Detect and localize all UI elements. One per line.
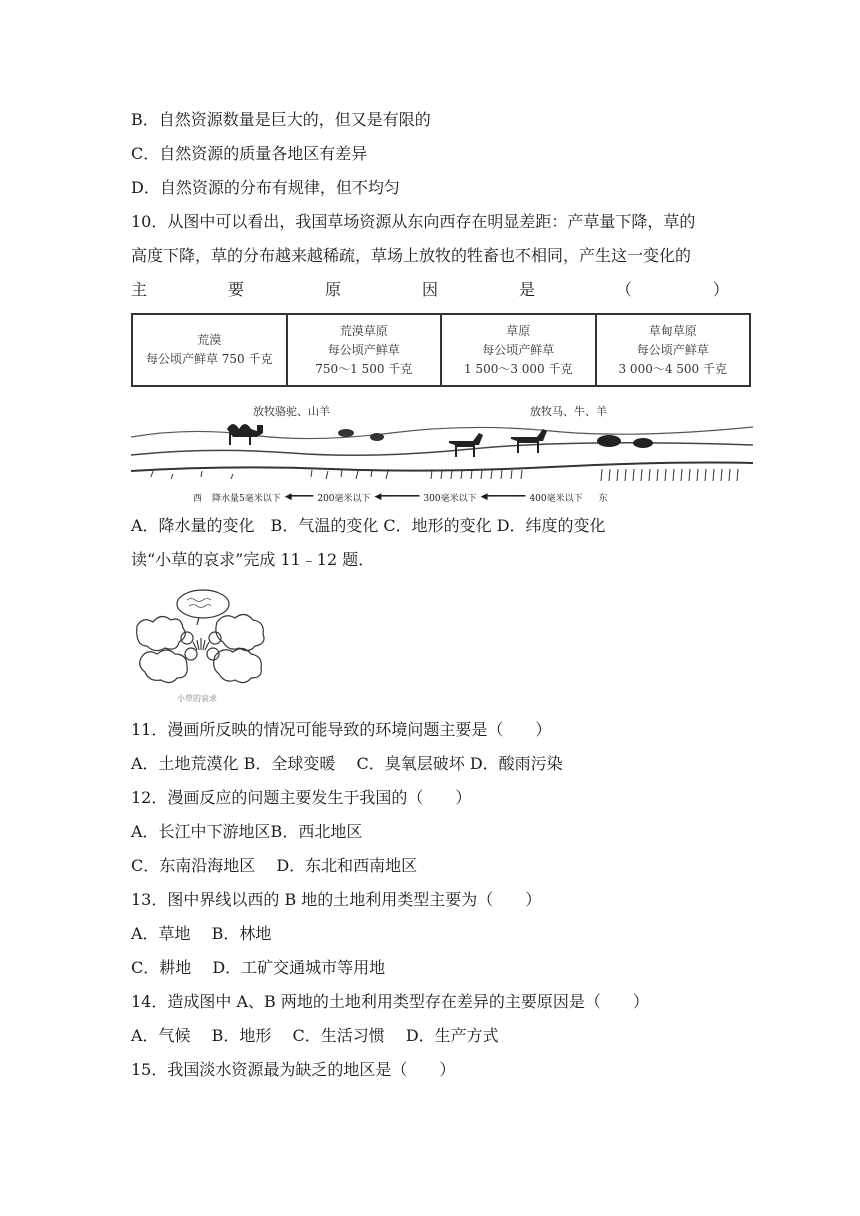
spread-char: 因 xyxy=(421,280,438,299)
question-12-options-1: A．长江中下游地区B．西北地区 xyxy=(131,822,363,841)
grassland-table xyxy=(131,313,751,387)
cell-yield: 每公顷产鲜草 xyxy=(482,342,555,357)
grass-plea-cartoon xyxy=(131,584,271,708)
question-10-options: A．降水量的变化 B．气温的变化 C．地形的变化 D．纬度的变化 xyxy=(131,516,606,535)
question-10-line-2: 高度下降，草的分布越来越稀疏，草场上放牧的牲畜也不相同，产生这一变化的 xyxy=(131,246,692,265)
table-cell-desert xyxy=(133,315,288,385)
spread-char: 主 xyxy=(131,280,148,299)
question-13: 13．图中界线以西的 B 地的土地利用类型主要为（ ） xyxy=(131,890,542,909)
spread-char: ） xyxy=(712,280,729,299)
axis-precip-2: 200毫米以下 xyxy=(317,493,371,504)
question-12-options-2: C．东南沿海地区 D．东北和西南地区 xyxy=(131,856,418,875)
axis-precip-3: 300毫米以下 xyxy=(423,493,477,504)
grassland-scene xyxy=(131,397,753,509)
table-cell-desert-steppe xyxy=(288,315,443,385)
question-13-options-2: C．耕地 D．工矿交通城市等用地 xyxy=(131,958,386,977)
option-b-line: B．自然资源数量是巨大的，但又是有限的 xyxy=(131,110,431,129)
axis-east-label: 东 xyxy=(598,493,608,504)
question-14-options: A．气候 B．地形 C．生活习惯 D．生产方式 xyxy=(131,1026,499,1045)
question-10-line-3 xyxy=(131,279,729,301)
landscape-illustration xyxy=(131,397,753,489)
spread-char: （ xyxy=(615,280,632,299)
spread-char: 原 xyxy=(324,280,341,299)
option-c-line: C．自然资源的质量各地区有差异 xyxy=(131,144,368,163)
spread-char: 要 xyxy=(227,280,244,299)
question-14: 14．造成图中 A、B 两地的土地利用类型存在差异的主要原因是（ ） xyxy=(131,992,649,1011)
grassland-figure xyxy=(131,313,753,509)
question-13-options-1: A．草地 B．林地 xyxy=(131,924,272,943)
axis-precip-4: 400毫米以下 xyxy=(529,493,583,504)
cell-yield: 每公顷产鲜草 xyxy=(636,342,709,357)
table-cell-steppe xyxy=(442,315,597,385)
question-10-line-1: 10．从图中可以看出，我国草场资源从东向西存在明显差距：产草量下降，草的 xyxy=(131,212,696,231)
sheep-cartoon-illustration xyxy=(131,584,271,692)
axis-precip-1: 降水量5毫米以下 xyxy=(212,493,281,504)
east-livestock-label: 放牧马、牛、羊 xyxy=(530,405,607,418)
cell-name: 草甸草原 xyxy=(648,323,697,338)
arrow-2: ◀━━━━━━━ xyxy=(374,492,420,502)
cell-yield: 每公顷产鲜草 xyxy=(327,342,400,357)
cell-name: 荒漠 xyxy=(197,333,222,347)
cell-range: 1 500～3 000 千克 xyxy=(463,361,573,376)
west-livestock-label: 放牧骆驼、山羊 xyxy=(253,405,330,418)
question-15: 15．我国淡水资源最为缺乏的地区是（ ） xyxy=(131,1060,456,1079)
cell-range: 750～1 500 千克 xyxy=(315,361,413,376)
spread-char: 是 xyxy=(518,280,535,299)
precipitation-axis xyxy=(131,489,753,505)
option-d-line: D．自然资源的分布有规律，但不均匀 xyxy=(131,178,400,197)
question-11-options: A．土地荒漠化 B．全球变暖 C．臭氧层破坏 D．酸雨污染 xyxy=(131,754,563,773)
cell-yield: 每公顷产鲜草 750 千克 xyxy=(145,352,273,366)
table-cell-meadow-steppe xyxy=(597,315,750,385)
cell-range: 3 000～4 500 千克 xyxy=(618,361,728,376)
read-instruction: 读“小草的哀求”完成 11﹣12 题． xyxy=(131,550,375,569)
axis-west-label: 西 xyxy=(193,493,203,504)
question-12: 12．漫画反应的问题主要发生于我国的（ ） xyxy=(131,788,472,807)
cell-name: 荒漠草原 xyxy=(339,323,388,338)
arrow-3: ◀━━━━━━━ xyxy=(480,492,526,502)
arrow-1: ◀━━━━ xyxy=(284,492,314,502)
question-11: 11．漫画所反映的情况可能导致的环境问题主要是（ ） xyxy=(131,720,552,739)
cell-name: 草原 xyxy=(506,323,531,338)
cartoon-caption: 小草的哀求 xyxy=(177,694,217,703)
